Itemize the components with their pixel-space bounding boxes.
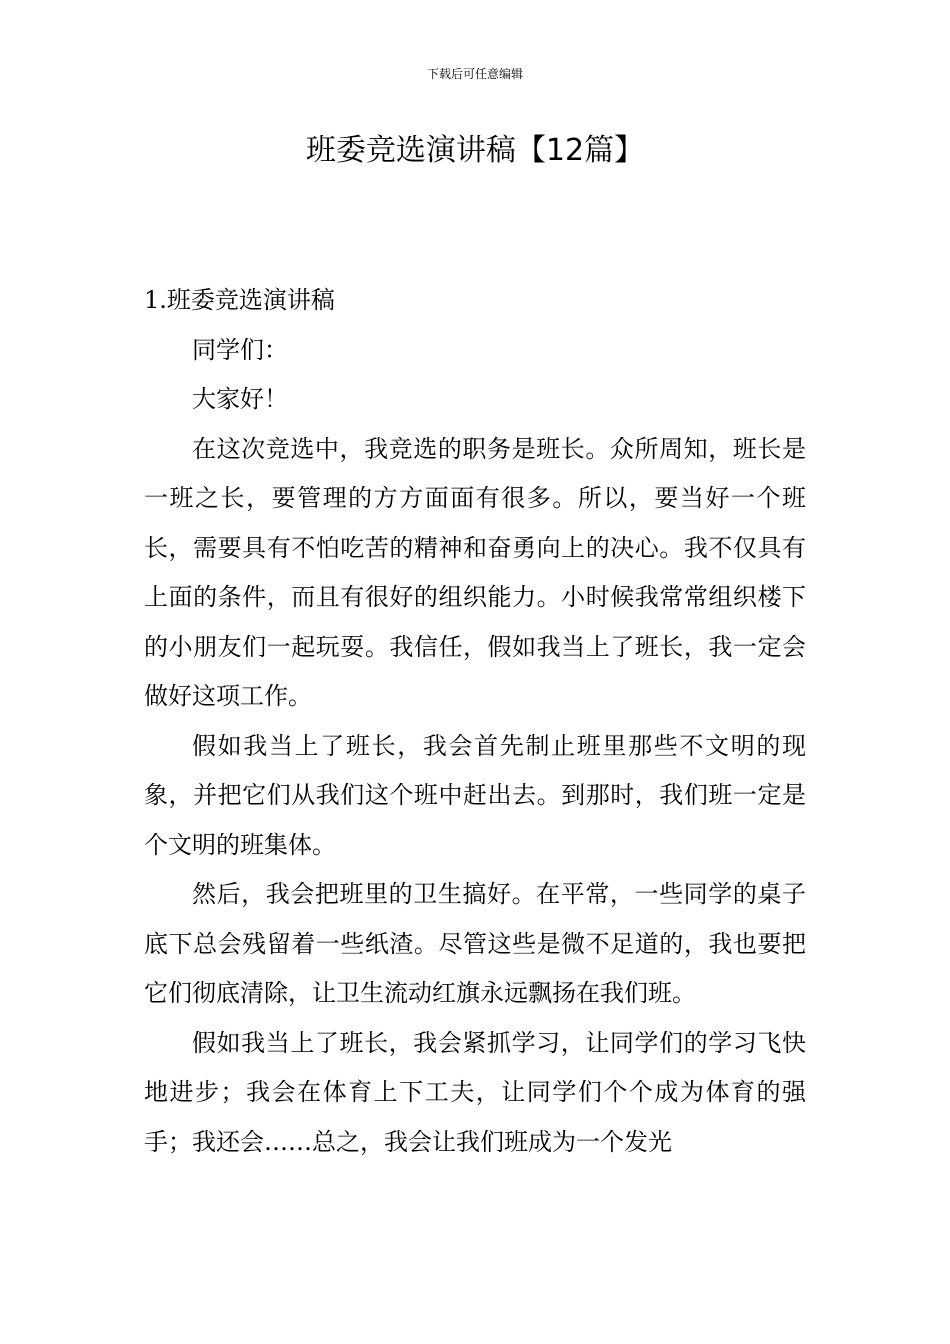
salutation: 同学们： bbox=[192, 335, 288, 364]
greeting: 大家好！ bbox=[192, 385, 288, 413]
body-paragraph: 在这次竞选中，我竞选的职务是班长。众所周知，班长是一班之长，要管理的方方面面有很多。所以，要当好一个班长，需要具有不怕吃苦的精神和奋勇向上的决心。我不仅具有上面的条件，而且有很好的组织能力。小时候我常常组织楼下的小朋友们一起玩耍。我信任，假如我当上了班长，我一定会做好这项工作。 bbox=[144, 434, 806, 710]
document-body bbox=[144, 276, 806, 1167]
body-paragraph: 假如我当上了班长，我会紧抓学习，让同学们的学习飞快地进步；我会在体育上下工夫，让同学们个个成为体育的强手；我还会……总之，我会让我们班成为一个发光 bbox=[144, 1028, 806, 1156]
section-heading: 1.班委竞选演讲稿 bbox=[144, 286, 335, 314]
document-title: 班委竞选演讲稿【12篇】 bbox=[305, 133, 645, 168]
header-note: 下载后可任意编辑 bbox=[426, 67, 523, 81]
body-paragraph: 然后，我会把班里的卫生搞好。在平常，一些同学的桌子底下总会残留着一些纸渣。尽管这些是微不足道的，我也要把它们彻底清除，让卫生流动红旗永远飘扬在我们班。 bbox=[144, 880, 806, 1007]
body-paragraph: 假如我当上了班长，我会首先制止班里那些不文明的现象，并把它们从我们这个班中赶出去。到那时，我们班一定是个文明的班集体。 bbox=[144, 731, 806, 859]
